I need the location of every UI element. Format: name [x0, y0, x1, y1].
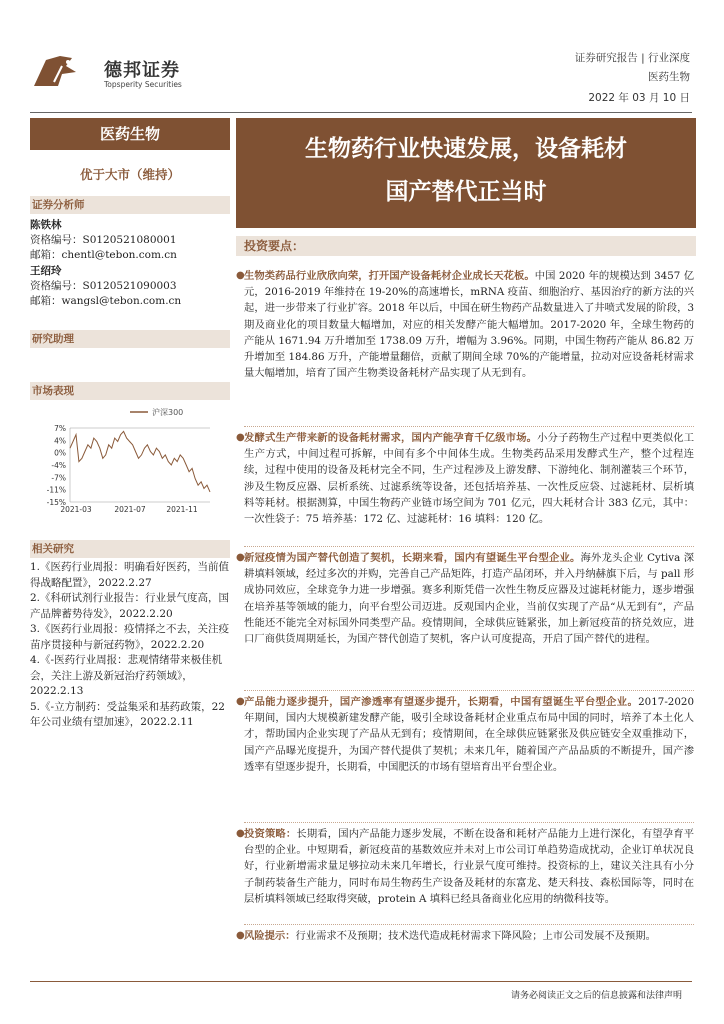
point-text: 小分子药物生产过程中更类似化工生产方式，中间过程可拆解，中间有多个中间体生成。生物类药品采用发酵式生产，整个过程连续，过程中使用的设备及耗材完全不同，生产过程涉及上游发酵、下游纯化、制剂灌装三个环节，涉及生物反应器、层析系统、过滤系统等设备，还包括培养基、一次性反应袋、过滤耗材、层析填料等耗材。根据测算，中国生物药产业链市场空间为 701 亿元，四大耗材合计 383 亿元，其中：一次性袋子：75 培养基：172 亿、过滤耗材：16 填料：120 亿。 [244, 432, 695, 526]
header-divider [30, 112, 692, 113]
point-highlight: 风险提示： [244, 930, 296, 942]
bullet-icon: ● [236, 930, 245, 941]
legend-label: 沪深300 [152, 408, 184, 417]
point-highlight: 新冠疫情为国产替代创造了契机，长期来看，国内有望诞生平台型企业。 [244, 552, 581, 564]
y-tick-label: 7% [54, 424, 66, 433]
analyst-name: 王绍玲 [30, 264, 62, 277]
report-sector: 医药生物 [648, 71, 690, 83]
bullet-icon: ● [236, 270, 245, 281]
footer-disclaimer[interactable]: 请务必阅读正文之后的信息披露和法律声明 [510, 991, 682, 1001]
series-line [70, 431, 210, 492]
list-item[interactable]: 3.《医药行业周报：疫情择之不去，关注疫苗序贯接种与新冠药物》，2022.2.20 [30, 623, 230, 651]
analyst-email[interactable]: 邮箱：wangsl@tebon.com.cn [30, 295, 182, 308]
x-tick-label: 2021-03 [60, 505, 92, 514]
point-text: 行业需求不及预期；技术迭代造成耗材需求下降风险；上市公司发展不及预期。 [295, 930, 656, 942]
point-text: 2017-2020 年期间，国内大规模新建发酵产能，吸引全球设备耗材企业重点布局中国的同时，培养了本土化人才，帮助国内企业实现了产品从无到有；疫情期间，在全球供应链紧张及供应链安全双重推动下，国产产品曝光度提升，为国产替代提供了契机；未来几年，随着国产产品品质的不断提升，国产渗透率有望逐步提升，长期看，中国肥沃的市场有望培育出平台型企业。 [244, 696, 694, 773]
report-title [236, 118, 696, 228]
related-heading: 相关研究 [30, 540, 230, 558]
divider [244, 690, 694, 691]
bullet-icon: ● [236, 696, 245, 707]
assistant-heading: 研究助理 [30, 330, 230, 348]
list-item[interactable]: 2.《科研试剂行业报告：行业景气度高，国产品牌蓄势待发》，2022.2.20 [30, 592, 230, 620]
company-logo-icon [32, 52, 102, 90]
analyst-block [30, 218, 230, 309]
analyst-cert: 资格编号：S0120521090003 [30, 279, 177, 292]
divider [244, 546, 694, 547]
point-text: 中国 2020 年的规模达到 3457 亿元，2016-2019 年维持在 19-20%的高速增长，mRNA 疫苗、细胞治疗、基因治疗的新方法的兴起，进一步带来了行业扩容。2018 年以后，中国在研生物药产品数量进入了井喷式发展的阶段，3 期及商业化的项目数量大幅增加，对应的相关发酵产能大幅增加。2017-2020 年，全球生物药的产能从 1671.94 万升增加至 1738.09 万升，增幅为 3.96%。同期，中国生物药产能从 86.82 万升增加至 184.86 万升，产能增量翻倍，贡献了期间全球 70%的产能增量，拉动对应设备耗材需求量大幅增加，培育了国产生物类设备耗材产品实现了从无到有。 [244, 270, 694, 380]
related-list [30, 560, 230, 731]
sector-badge: 医药生物 [30, 118, 230, 150]
point-text: 海外龙头企业 Cytiva 深耕填料领域，经过多次的并购，完善自己产品矩阵，打造产品闭环，并入丹纳赫旗下后，与 pall 形成协同效应，全球竞争力进一步增强。赛多利斯凭借一次性生物反应器及过滤耗材能力，逐步增强在培养基等领域的能力，向平台型公司迈进。反观国内企业，当前仅实现了产品“从无到有”，产品性能还不能完全对标国外同类型产品。疫情期间，全球供应链紧张，加上新冠疫苗的挤兑效应，进口厂商供货周期延长，为国产替代创造了契机，客户认可度提高，开启了国产替代的进程。 [244, 552, 694, 646]
list-item[interactable]: 5.《-立方制药：受益集采和基药政策，22 年公司业绩有望加速》，2022.2.11 [30, 700, 225, 728]
point-highlight: 发酵式生产带来新的设备耗材需求，国内产能孕育千亿级市场。 [244, 432, 538, 444]
list-item[interactable]: 1.《医药行业周报：明确看好医药，当前值得战略配置》，2022.2.27 [30, 561, 230, 589]
title-line-2: 国产替代正当时 [385, 179, 547, 205]
divider [244, 426, 694, 427]
analyst-email[interactable]: 邮箱：chentl@tebon.com.cn [30, 249, 177, 262]
investment-point [236, 928, 694, 944]
company-name: 德邦证券 [104, 60, 180, 81]
y-tick-label: -15% [46, 498, 66, 507]
y-tick-label: 0% [54, 448, 66, 458]
x-tick-label: 2021-07 [114, 505, 146, 514]
investment-point [236, 268, 694, 381]
y-tick-label: -7% [51, 473, 66, 483]
analyst-cert: 资格编号：S0120521080001 [30, 234, 177, 247]
title-line-1: 生物药行业快速发展，设备耗材 [305, 136, 627, 162]
footer-divider [30, 981, 692, 982]
market-performance-chart [30, 400, 230, 520]
point-highlight: 投资策略： [244, 828, 297, 840]
investment-heading: 投资要点： [236, 236, 696, 256]
analysts-heading: 证券分析师 [30, 196, 230, 214]
bullet-icon: ● [236, 828, 245, 839]
investment-point [236, 550, 694, 647]
bullet-icon: ● [236, 432, 245, 443]
y-tick-label: -4% [51, 461, 66, 470]
report-type: 证券研究报告 | 行业深度 [574, 52, 690, 64]
x-tick-label: 2021-11 [166, 505, 198, 514]
y-tick-label: -11% [46, 485, 66, 495]
point-highlight: 产品能力逐步提升，国产渗透率有望逐步提升，长期看，中国有望诞生平台型企业。 [244, 696, 639, 708]
bullet-icon: ● [236, 552, 245, 563]
market-heading: 市场表现 [30, 382, 230, 400]
report-date: 2022 年 03 月 10 日 [588, 92, 690, 104]
rating: 优于大市（维持） [79, 167, 180, 182]
investment-point [236, 694, 694, 775]
y-tick-label: 4% [54, 436, 66, 446]
investment-point [236, 826, 695, 907]
list-item[interactable]: 4.《-医药行业周报：悲观情绪带来极佳机会，关注上游及新冠治疗药领域》，2022.2.13 [30, 654, 223, 697]
point-highlight: 生物类药品行业欣欣向荣，打开国产设备耗材企业成长天花板。 [244, 270, 535, 282]
point-text: 长期看，国内产品能力逐步发展，不断在设备和耗材产品能力上进行深化，有望孕育平台型的企业。中短期看，新冠疫苗的基数效应并未对上市公司订单趋势造成扰动，企业订单状况良好，行业新增需求量足够拉动未来几年增长，行业景气度可维持。投资标的上，建议关注具有小分子制药装备生产能力，同时布局生物药生产设备及耗材的东富龙、楚天科技、森松国际等，同时在层析填料领域已经取得突破，protein A 填料已经具备商业化应用的纳微科技等。 [244, 828, 695, 905]
company-name-en: Topsperity Securities [104, 80, 182, 89]
investment-point [236, 430, 695, 527]
divider [244, 924, 694, 925]
analyst-name: 陈铁林 [30, 219, 62, 231]
divider [244, 822, 694, 823]
